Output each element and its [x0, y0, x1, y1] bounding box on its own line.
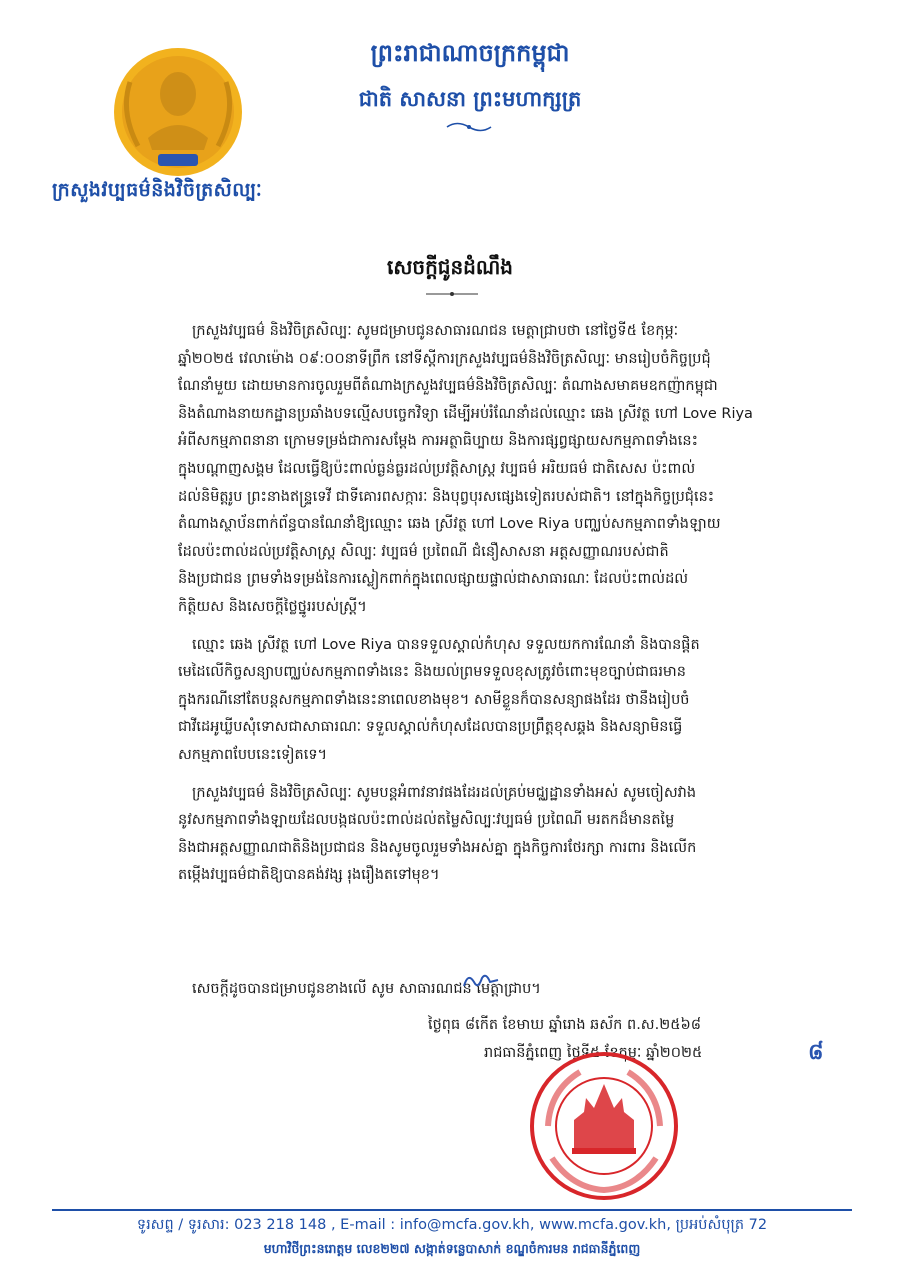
text-line: ឈ្មោះ ឆេង ស្រីវត្ថ ហៅ Love Riya បានទទួលស្គាល់កំហុស ទទួលយកការណែនាំ និងបានផ្ដិត — [192, 636, 700, 653]
footer-divider — [52, 1209, 852, 1211]
text-line: និងតំណាងនាយកដ្ឋានប្រឆាំងបទល្មើសបច្ចេកវិទ្យា ដើម្បីអប់រំណែនាំដល់ឈ្មោះ ឆេង ស្រីវត្ថ ហៅ Love Riya — [178, 405, 753, 422]
document-body — [178, 318, 804, 900]
text-line: និងប្រជាជន ព្រមទាំងទម្រង់នៃការស្លៀកពាក់ក្នុងពេលផ្សាយផ្ទាល់ជាសាធារណៈ ដែលប៉ះពាល់ដល់ — [178, 571, 689, 588]
closing-line: សេចក្ដីដូចបានជម្រាបជូនខាងលើ សូម សាធារណជន មេត្តាជ្រាប។ — [192, 981, 541, 997]
text-line: និងជាអត្តសញ្ញាណជាតិនិងប្រជាជន និងសូមចូលរួមទាំងអស់គ្នា ក្នុងកិច្ចការថែរក្សា ការពារ និងលើក — [178, 839, 697, 856]
national-motto: ជាតិ សាសនា ព្រះមហាក្សត្រ — [358, 87, 582, 111]
paragraph-3 — [178, 780, 804, 890]
text-line: សកម្មភាពបែបនេះទៀតទេ។ — [178, 746, 328, 763]
kingdom-heading: ព្រះរាជាណាចក្រកម្ពុជា — [370, 39, 570, 67]
text-line: ក្នុងបណ្ដាញសង្គម ដែលធ្វើឱ្យប៉ះពាល់ធ្ងន់ធ្ងរដល់ប្រវត្តិសាស្ត្រ វប្បធម៌ អរិយធម៌ ជាតិសេស ប៉ះពាល់ — [178, 460, 696, 477]
text-line: ក្រសួងវប្បធម៌ និងវិចិត្រសិល្បៈ សូមបន្តអំពាវនាវផងដែរដល់គ្រប់មជ្ឈដ្ឋានទាំងអស់ សូមចៀសវាង — [192, 784, 697, 801]
text-line: អំពីសកម្មភាពនានា ក្រោមទម្រង់ជាការសម្ដែង ការអត្ថាធិប្បាយ និងការផ្សព្វផ្សាយសកម្មភាពទាំងនេះ — [178, 433, 698, 450]
text-line: ណែនាំមួយ ដោយមានការចូលរួមពីតំណាងក្រសួងវប្បធម៌និងវិចិត្រសិល្បៈ តំណាងសមាគមឧកញ៉ាកម្ពុជា — [178, 378, 718, 395]
text-line: មេដៃលើកិច្ចសន្យាបញ្ឈប់សកម្មភាពទាំងនេះ និងយល់ព្រមទទួលខុសត្រូវចំពោះមុខច្បាប់ជាធរមាន — [178, 664, 686, 681]
paragraph-2 — [178, 632, 804, 770]
initial-signature — [460, 968, 500, 994]
lunar-date: ថ្ងៃពុធ ៨កើត ខែមាឃ ឆ្នាំរោង ឆស័ក ព.ស.២៥៦៨ — [428, 1017, 701, 1033]
text-line: កិត្តិយស និងសេចក្ដីថ្លៃថ្នូររបស់ស្ត្រី។ — [178, 598, 367, 615]
text-line: ឆ្នាំ២០២៥ វេលាម៉ោង ០៩:០០នាទីព្រឹក នៅទីស្ដីការក្រសួងវប្បធម៌និងវិចិត្រសិល្បៈ មានរៀបចំកិច្ចប្រជុំ — [178, 350, 711, 367]
text-line: តំណាងស្ថាប័នពាក់ព័ន្ធបានណែនាំឱ្យឈ្មោះ ឆេង ស្រីវត្ថ ហៅ Love Riya បញ្ឈប់សកម្មភាពទាំងឡាយ — [178, 516, 721, 533]
footer-contact: ទូរសព្ទ / ទូរសារ: 023 218 148 , E-mail : info@mcfa.gov.kh, www.mcfa.gov.kh, ប្រអប់សំបុត្រ 72 — [136, 1217, 768, 1233]
text-line: តម្កើងវប្បធម៌ជាតិឱ្យបានគង់វង្ស រុងរឿងតទៅមុខ។ — [178, 867, 440, 884]
document-title: សេចក្ដីជូនដំណឹង — [387, 255, 513, 279]
text-line: នូវសកម្មភាពទាំងឡាយដែលបង្កផលប៉ះពាល់ដល់តម្លៃសិល្បៈវប្បធម៌ ប្រពៃណី មរតកដ៏មានតម្លៃ — [178, 812, 675, 829]
paragraph-1 — [178, 318, 804, 622]
footer-address: មហាវិថីព្រះនរោត្តម លេខ២២៧ សង្កាត់ទន្លេបាសាក់ ខណ្ឌចំការមន រាជធានីភ្នំពេញ — [263, 1241, 641, 1256]
motto-ornament — [445, 120, 493, 134]
text-line: ដល់និមិត្តរូប ព្រះនាងឥន្ទ្រទេវី ជាទីគោរពសក្ការៈ និងបុព្វបុរសផ្សេងទៀតរបស់ជាតិ។ នៅក្នុងកិច្ចប្រជុំនេះ — [178, 488, 715, 505]
handwritten-date-mark: ៨ — [808, 1040, 824, 1065]
text-line: ក្នុងករណីនៅតែបន្តសកម្មភាពទាំងនេះនាពេលខាងមុខ។ សាមីខ្លួនក៏បានសន្យាផងដែរ ថានឹងរៀបចំ — [178, 691, 690, 708]
ministry-logo — [108, 42, 248, 182]
solar-date: រាជធានីភ្នំពេញ ថ្ងៃទី៥ ខែកុម្ភៈ ឆ្នាំ២០២៥ — [484, 1045, 703, 1061]
text-line: ជាវីដេអូឃ្លីបសុំទោសជាសាធារណៈ ទទួលស្គាល់កំហុសដែលបានប្រព្រឹត្តខុសឆ្គង និងសន្យាមិនធ្វើ — [178, 719, 683, 736]
text-line: ក្រសួងវប្បធម៌ និងវិចិត្រសិល្បៈ សូមជម្រាបជូនសាធារណជន មេត្តាជ្រាបថា នៅថ្ងៃទី៥ ខែកុម្ភៈ — [192, 323, 679, 339]
official-seal — [528, 1050, 680, 1202]
title-ornament — [424, 289, 480, 299]
text-line: ដែលប៉ះពាល់ដល់ប្រវត្តិសាស្ត្រ សិល្បៈ វប្បធម៌ ប្រពៃណី ជំនឿសាសនា អត្តសញ្ញាណរបស់ជាតិ — [178, 543, 669, 560]
ministry-name: ក្រសួងវប្បធម៌និងវិចិត្រសិល្បៈ — [52, 179, 263, 201]
